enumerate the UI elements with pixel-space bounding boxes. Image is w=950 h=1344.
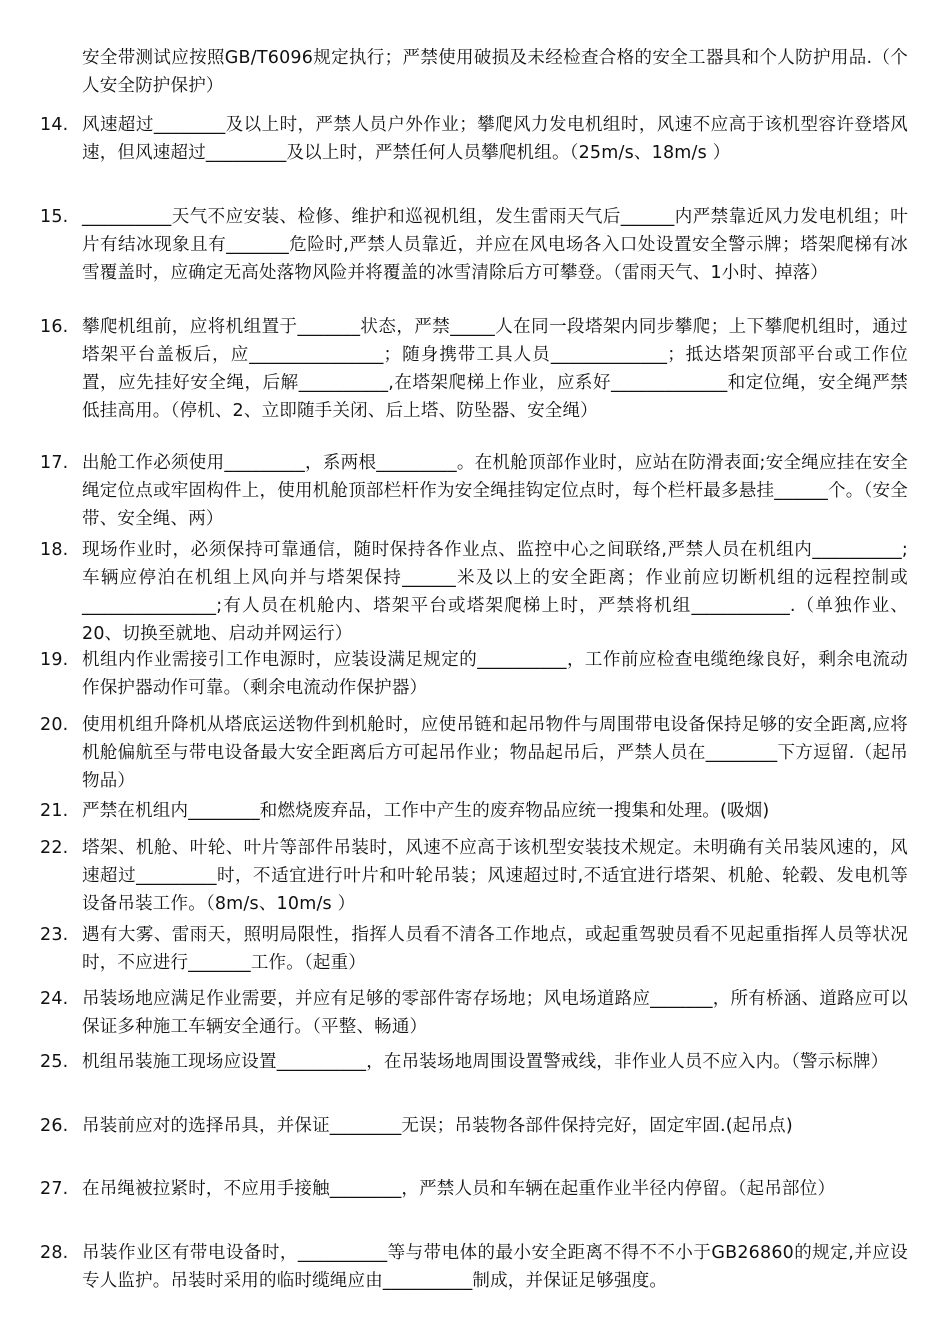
item-number: 28. xyxy=(40,1243,69,1263)
question-18 xyxy=(40,536,908,648)
question-27 xyxy=(40,1175,908,1203)
item-number: 15. xyxy=(40,207,69,227)
item-text: 吊装作业区有带电设备时，__________等与带电体的最小安全距离不得不不小于GB26860的规定,并应设专人监护。吊装时采用的临时缆绳应由__________制成，并保证足够强度。 xyxy=(82,1243,908,1291)
item-text: 安全带测试应按照GB/T6096规定执行；严禁使用破损及未经检查合格的安全工器具和个人防护用品.（个人安全防护保护） xyxy=(82,48,908,96)
item-text: 机组吊装施工现场应设置__________，在吊装场地周围设置警戒线，非作业人员不应入内。（警示标牌） xyxy=(82,1052,889,1072)
item-text: 严禁在机组内________和燃烧废弃品，工作中产生的废弃物品应统一搜集和处理。(吸烟) xyxy=(82,801,770,821)
item-number: 14. xyxy=(40,115,69,135)
question-19 xyxy=(40,646,908,702)
item-number: 26. xyxy=(40,1116,69,1136)
item-text: 吊装场地应满足作业需要，并应有足够的零部件寄存场地；风电场道路应_______，所有桥涵、道路应可以保证多种施工车辆安全通行。（平整、畅通） xyxy=(82,989,908,1037)
item-text: 在吊绳被拉紧时，不应用手接触________，严禁人员和车辆在起重作业半径内停留。（起吊部位） xyxy=(82,1179,836,1199)
item-text: 塔架、机舱、叶轮、叶片等部件吊装时，风速不应高于该机型安装技术规定。未明确有关吊装风速的，风速超过_________时，不适宜进行叶片和叶轮吊装；风速超过时,不适宜进行塔架、机舱、轮毂、发电机等设备吊装工作。（8m/s、10m/s ） xyxy=(82,838,908,914)
question-16 xyxy=(40,313,908,425)
item-text: 遇有大雾、雷雨天，照明局限性，指挥人员看不清各工作地点，或起重驾驶员看不见起重指挥人员等状况时，不应进行_______工作。（起重） xyxy=(82,925,908,973)
item-number: 21. xyxy=(40,801,69,821)
question-28 xyxy=(40,1239,908,1295)
paragraph-continuation xyxy=(40,44,908,100)
question-22 xyxy=(40,834,908,918)
question-14 xyxy=(40,111,908,167)
item-number: 16. xyxy=(40,317,69,337)
question-17 xyxy=(40,449,908,533)
item-number: 23. xyxy=(40,925,69,945)
item-number: 22. xyxy=(40,838,69,858)
item-number: 25. xyxy=(40,1052,69,1072)
question-20 xyxy=(40,711,908,795)
item-number: 27. xyxy=(40,1179,69,1199)
question-26 xyxy=(40,1112,908,1140)
question-24 xyxy=(40,985,908,1041)
item-text: 使用机组升降机从塔底运送物件到机舱时，应使吊链和起吊物件与周围带电设备保持足够的安全距离,应将机舱偏航至与带电设备最大安全距离后方可起吊作业；物品起吊后，严禁人员在________下方逗留.（起吊物品） xyxy=(82,715,908,791)
item-text: 风速超过________及以上时，严禁人员户外作业；攀爬风力发电机组时，风速不应高于该机型容许登塔风速，但风速超过_________及以上时，严禁任何人员攀爬机组。（25m/s、18m/s ） xyxy=(82,115,908,163)
question-15 xyxy=(40,203,908,287)
item-number: 17. xyxy=(40,453,69,473)
question-23 xyxy=(40,921,908,977)
item-text: __________天气不应安装、检修、维护和巡视机组，发生雷雨天气后______内严禁靠近风力发电机组；叶片有结冰现象且有_______危险时,严禁人员靠近，并应在风电场各入口处设置安全警示牌；塔架爬梯有冰雪覆盖时，应确定无高处落物风险并将覆盖的冰雪清除后方可攀登。（雷雨天气、1小时、掉落） xyxy=(82,207,908,283)
item-text: 吊装前应对的选择吊具，并保证________无误；吊装物各部件保持完好，固定牢固.(起吊点) xyxy=(82,1116,793,1136)
question-21 xyxy=(40,797,908,825)
item-text: 出舱工作必须使用_________，系两根_________。在机舱顶部作业时，应站在防滑表面;安全绳应挂在安全绳定位点或牢固构件上，使用机舱顶部栏杆作为安全绳挂钩定位点时，每个栏杆最多悬挂______个。（安全带、安全绳、两） xyxy=(82,453,908,529)
item-number: 18. xyxy=(40,540,69,560)
item-text: 现场作业时，必须保持可靠通信，随时保持各作业点、监控中心之间联络,严禁人员在机组内__________;车辆应停泊在机组上风向并与塔架保持______米及以上的安全距离；作业前应切断机组的远程控制或_______________;有人员在机舱内、塔架平台或塔架爬梯上时，严禁将机组___________.（单独作业、20、切换至就地、启动并网运行） xyxy=(82,540,908,644)
item-number: 24. xyxy=(40,989,69,1009)
question-25 xyxy=(40,1048,908,1076)
item-text: 攀爬机组前，应将机组置于_______状态，严禁_____人在同一段塔架内同步攀爬；上下攀爬机组时，通过塔架平台盖板后，应_______________；随身携带工具人员_____________；抵达塔架顶部平台或工作位置，应先挂好安全绳，后解__________,在塔架爬梯上作业，应系好_____________和定位绳，安全绳严禁低挂高用。（停机、2、立即随手关闭、后上塔、防坠器、安全绳） xyxy=(82,317,908,421)
item-number: 20. xyxy=(40,715,69,735)
item-number: 19. xyxy=(40,650,69,670)
item-text: 机组内作业需接引工作电源时，应装设满足规定的__________，工作前应检查电缆绝缘良好，剩余电流动作保护器动作可靠。（剩余电流动作保护器） xyxy=(82,650,908,698)
